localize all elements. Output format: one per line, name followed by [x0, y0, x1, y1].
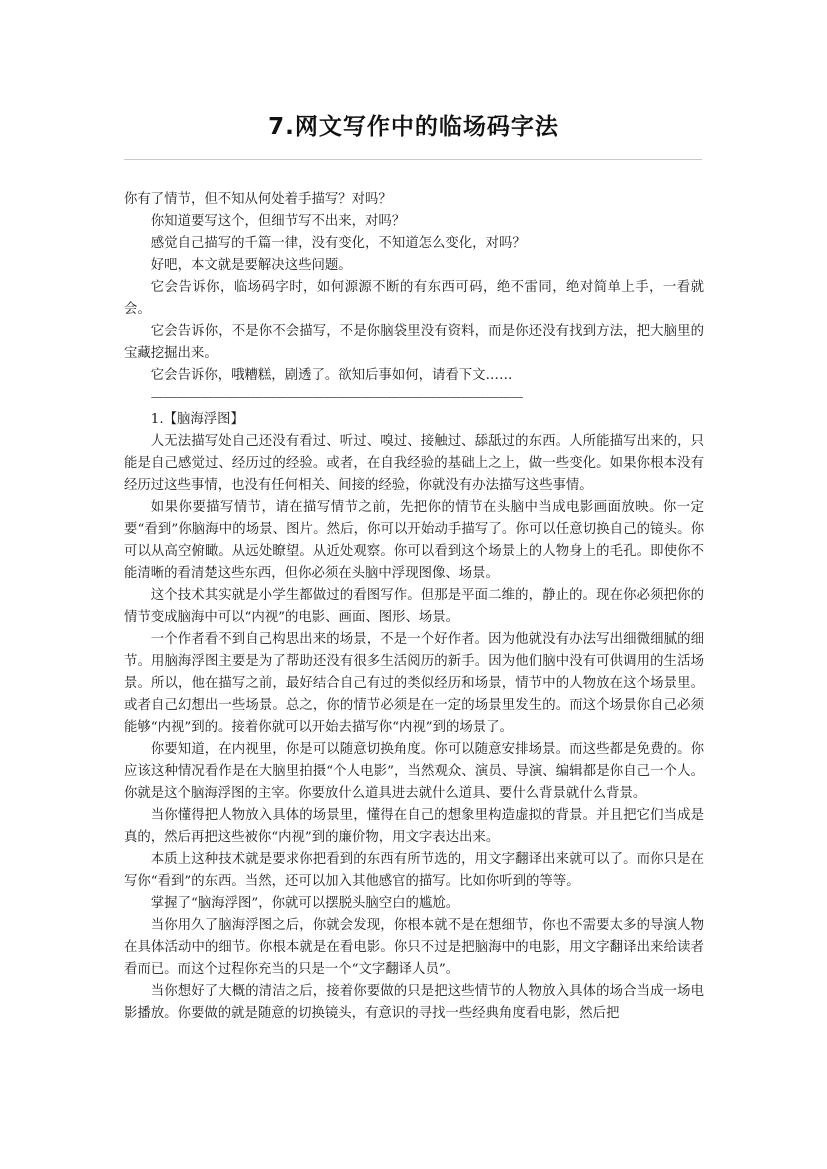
document-body	[124, 189, 704, 1025]
paragraph: 当你用久了脑海浮图之后，你就会发现，你根本就不是在想细节，你也不需要太多的导演人物在具体活动中的细节。你根本就是在看电影。你只不过是把脑海中的电影，用文字翻译出来给读者看而已。而这个过程你充当的只是一个“文字翻译人员”。	[124, 918, 704, 977]
paragraph: 本质上这种技术就是要求你把看到的东西有所节选的，用文字翻译出来就可以了。而你只是在写你“看到”的东西。当然，还可以加入其他感官的描写。比如你听到的等等。	[124, 852, 704, 889]
paragraph: 它会告诉你，哦糟糕，剧透了。欲知后事如何，请看下文……	[150, 368, 513, 383]
paragraph: 你知道要写这个，但细节写不出来，对吗？	[150, 214, 406, 229]
paragraph: 感觉自己描写的千篇一律，没有变化，不知道怎么变化，对吗？	[150, 236, 526, 251]
paragraph: 如果你要描写情节，请在描写情节之前，先把你的情节在头脑中当成电影画面放映。你一定要“看到”你脑海中的场景、图片。然后，你可以开始动手描写了。你可以任意切换自己的镜头。你可以从高空俯瞰。从远处瞭望。从近处观察。你可以看到这个场景上的人物身上的毛孔。即使你不能清晰的看清楚这些东西，但你必须在头脑中浮现图像、场景。	[124, 500, 704, 581]
paragraph: 你有了情节，但不知从何处着手描写？对吗？	[124, 192, 392, 207]
paragraph: 你要知道，在内视里，你是可以随意切换角度。你可以随意安排场景。而这些都是免费的。你应该这种情况看作是在大脑里拍摄“个人电影”，当然观众、演员、导演、编辑都是你自己一个人。你就是这个脑海浮图的主宰。你要放什么道具进去就什么道具、要什么背景就什么背景。	[124, 742, 704, 801]
section-heading: 1.【脑海浮图】	[150, 412, 244, 427]
document-title: 7.网文写作中的临场码字法	[268, 114, 559, 140]
title-divider	[124, 159, 702, 160]
paragraph: 当你想好了大概的清洁之后，接着你要做的只是把这些情节的人物放入具体的场合当成一场电影播放。你要做的就是随意的切换镜头，有意识的寻找一些经典角度看电影，然后把	[124, 984, 704, 1021]
paragraph: 这个技术其实就是小学生都做过的看图写作。但那是平面二维的，静止的。现在你必须把你的情节变成脑海中可以“内视”的电影、画面、图形、场景。	[124, 588, 704, 625]
paragraph: 一个作者看不到自己构思出来的场景，不是一个好作者。因为他就没有办法写出细微细腻的细节。用脑海浮图主要是为了帮助还没有很多生活阅历的新手。因为他们脑中没有可供调用的生活场景。所以，他在描写之前，最好结合自己有过的类似经历和场景，情节中的人物放在这个场景里。或者自己幻想出一些场景。总之，你的情节必须是在一定的场景里发生的。而这个场景你自己必须能够“内视”到的。接着你就可以开始去描写你“内视”到的场景了。	[124, 632, 704, 735]
paragraph: 人无法描写处自己还没有看过、听过、嗅过、接触过、舔舐过的东西。人所能描写出来的，只能是自己感觉过、经历过的经验。或者，在自我经验的基础上之上，做一些变化。如果你根本没有经历过这些事情，也没有任何相关、间接的经验，你就没有办法描写这些事情。	[124, 434, 704, 493]
separator-line: ——————————————————————————————	[150, 390, 523, 405]
paragraph: 好吧，本文就是要解决这些问题。	[150, 258, 352, 273]
paragraph: 它会告诉你，临场码字时，如何源源不断的有东西可码，绝不雷同，绝对简单上手，一看就会。	[124, 280, 704, 317]
paragraph: 掌握了“脑海浮图”，你就可以摆脱头脑空白的尴尬。	[150, 896, 460, 911]
paragraph: 它会告诉你，不是你不会描写，不是你脑袋里没有资料，而是你还没有找到方法，把大脑里的宝藏挖掘出来。	[124, 324, 704, 361]
paragraph: 当你懂得把人物放入具体的场景里，懂得在自己的想象里构造虚拟的背景。并且把它们当成是真的，然后再把这些被你“内视”到的廉价物，用文字表达出来。	[124, 808, 704, 845]
